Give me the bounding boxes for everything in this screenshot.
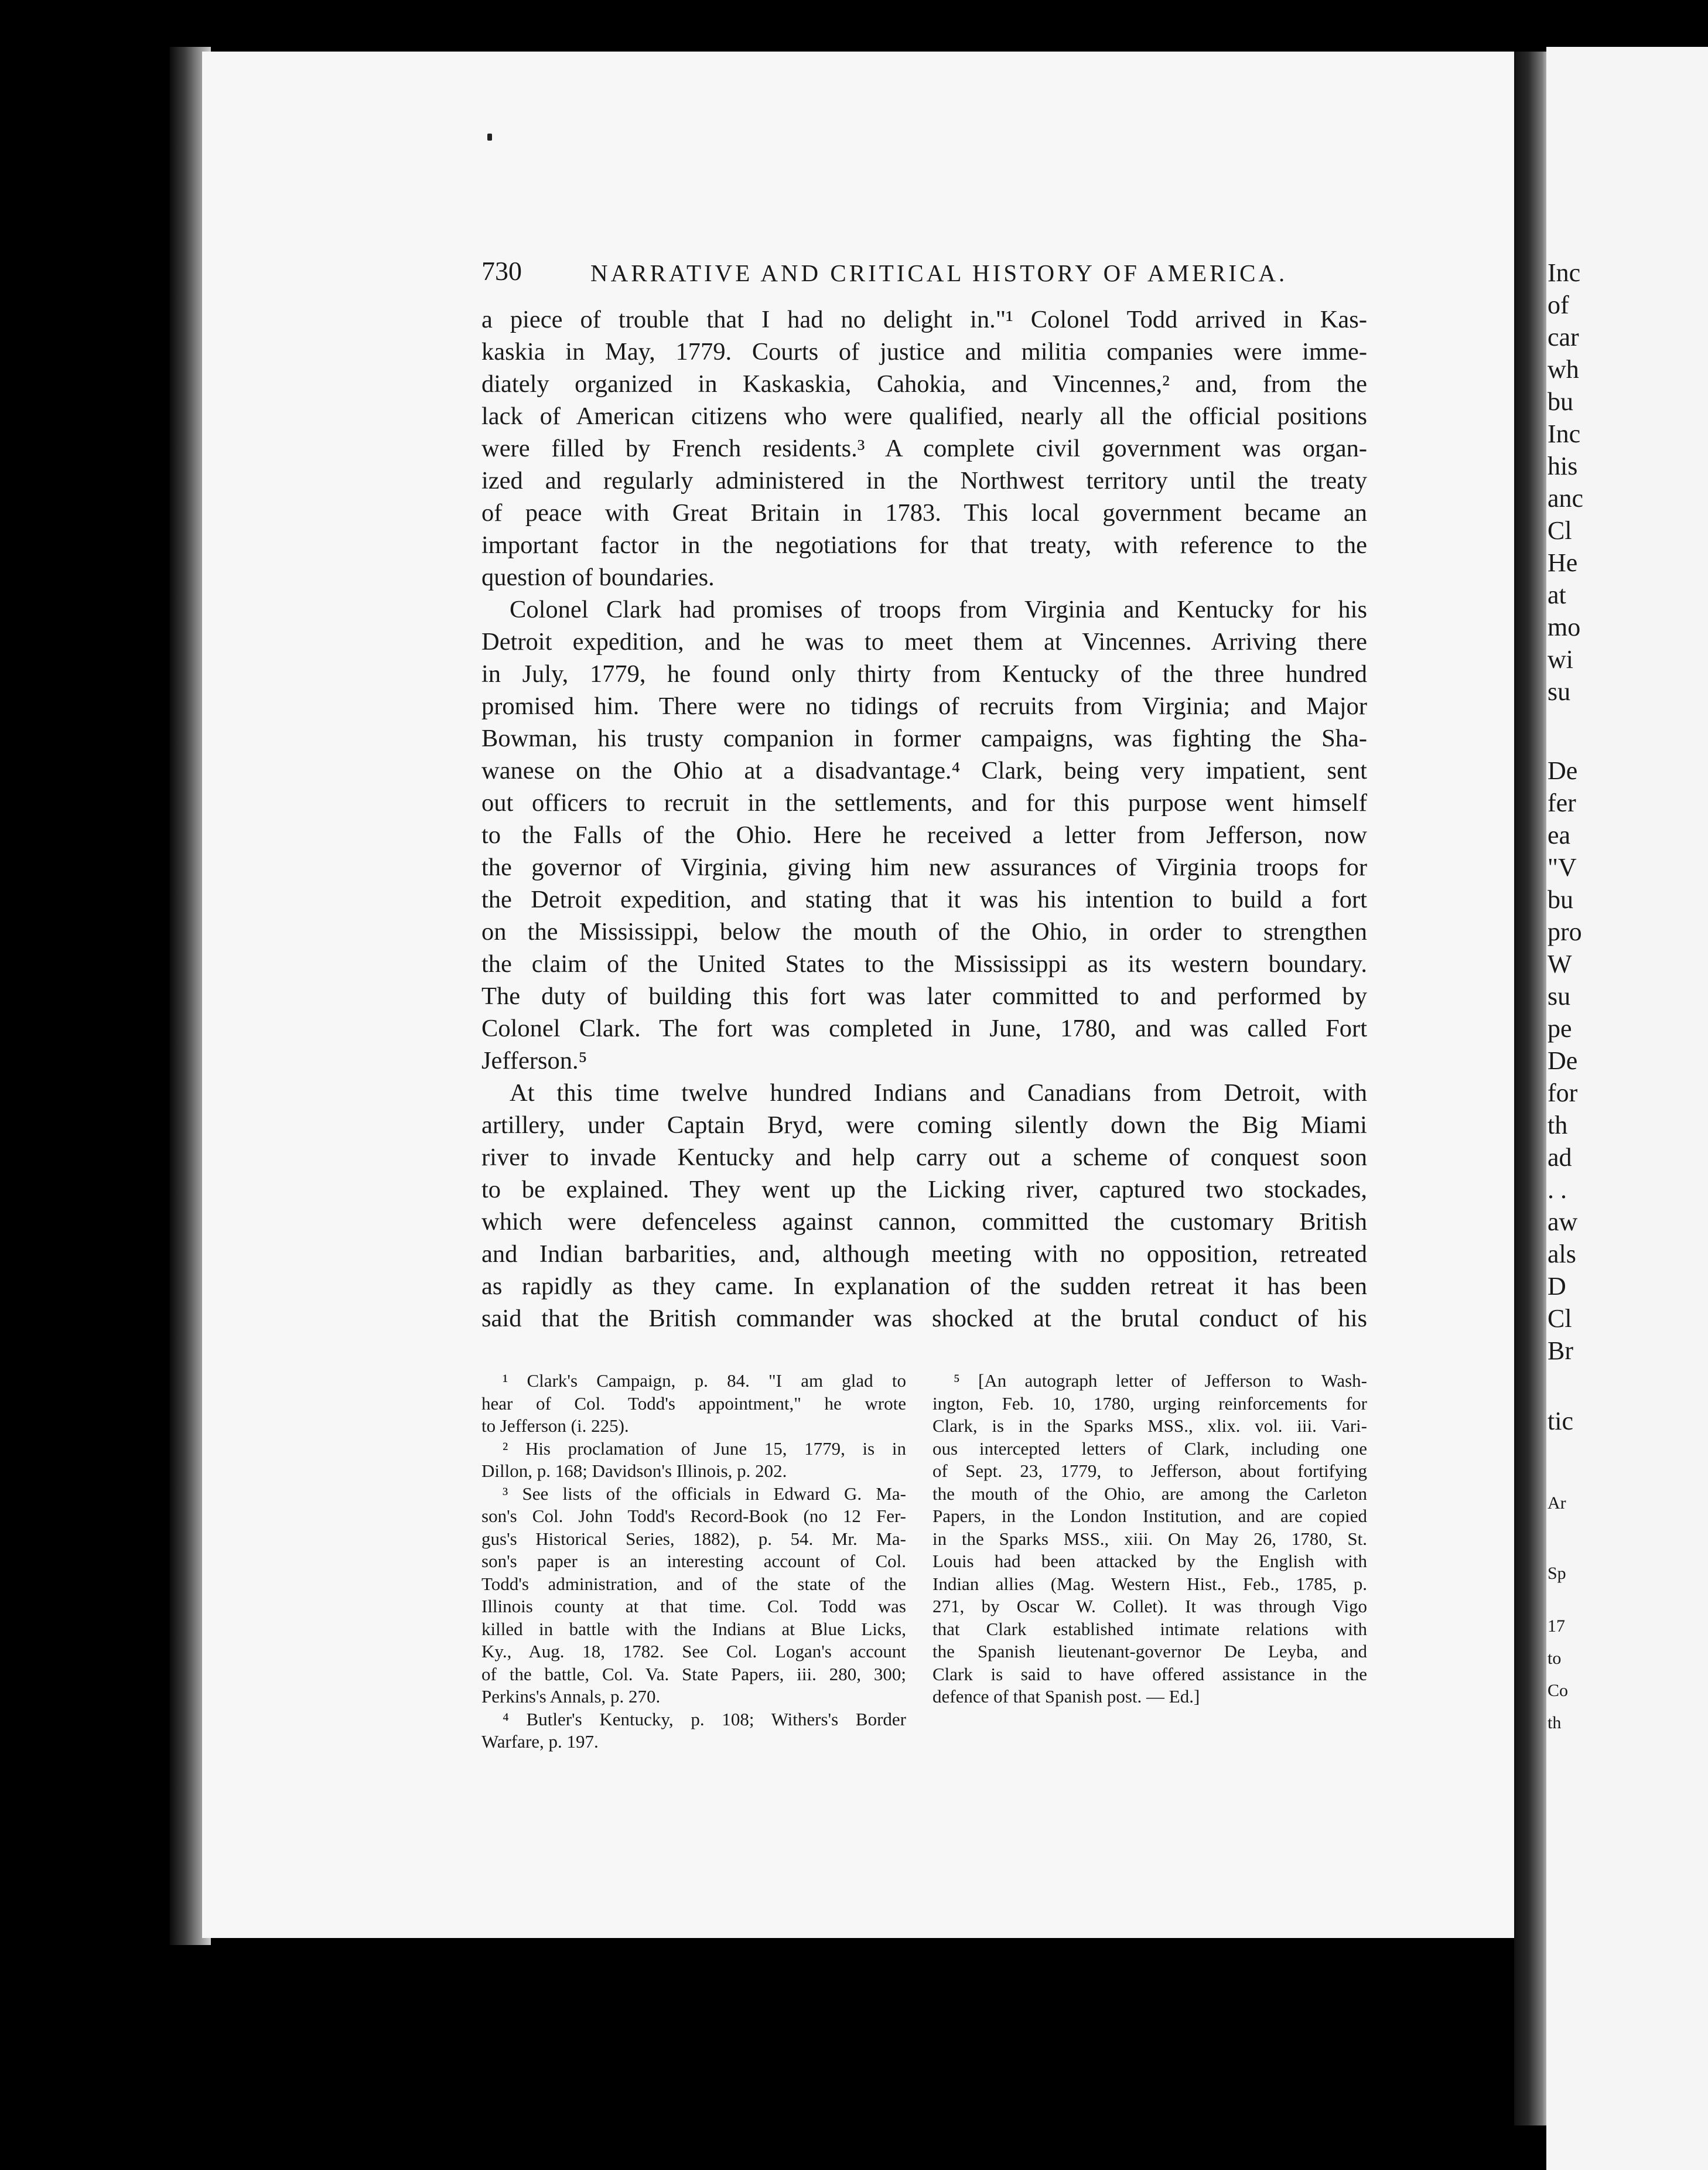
text-line: Jefferson.⁵: [481, 1047, 587, 1074]
footnote-line: 271, by Oscar W. Collet). It was through Vigo: [932, 1596, 1367, 1616]
facing-page-fragment: He: [1548, 548, 1578, 577]
footnote-line: Clark is said to have offered assistance in the: [932, 1663, 1367, 1684]
facing-page-fragment: . .: [1548, 1175, 1567, 1204]
text-line: diately organized in Kaskaskia, Cahokia, and Vincennes,² and, from the: [481, 370, 1367, 398]
text-line: as rapidly as they came. In explanation of the sudden retreat it has been: [481, 1272, 1367, 1300]
facing-page-fragment: at: [1548, 581, 1566, 609]
facing-page-fragment: th: [1548, 1713, 1562, 1732]
facing-page-fragment: mo: [1548, 613, 1581, 642]
facing-page-fragment: D: [1548, 1272, 1566, 1301]
text-line: and Indian barbarities, and, although meeting with no opposition, retreated: [481, 1240, 1367, 1268]
footnotes-right-column: [932, 1370, 1367, 1708]
footnote-line: Illinois county at that time. Col. Todd was: [481, 1596, 906, 1616]
text-line: the claim of the United States to the Mississippi as its western boundary.: [481, 950, 1367, 978]
footnote-line: ⁴ Butler's Kentucky, p. 108; Withers's Border: [503, 1708, 906, 1729]
footnote-line: of Sept. 23, 1779, to Jefferson, about fortifying: [932, 1461, 1367, 1481]
body-text: [481, 303, 1367, 1335]
footnotes-left-column: [481, 1370, 906, 1753]
facing-page-fragment: su: [1548, 982, 1571, 1011]
text-line: out officers to recruit in the settlements, and for this purpose went himself: [481, 789, 1367, 817]
facing-page-fragment: to: [1548, 1649, 1562, 1668]
text-line: ized and regularly administered in the Northwest territory until the treaty: [481, 467, 1367, 494]
footnote-line: in the Sparks MSS., xiii. On May 26, 1780, St.: [932, 1528, 1367, 1549]
text-line: The duty of building this fort was later committed to and performed by: [481, 982, 1367, 1010]
footnote-line: hear of Col. Todd's appointment," he wrote: [481, 1393, 906, 1414]
footnote-line: Indian allies (Mag. Western Hist., Feb., 1785, p.: [932, 1573, 1367, 1594]
text-line: a piece of trouble that I had no delight in."¹ Colonel Todd arrived in Kas-: [481, 306, 1367, 333]
facing-page-fragment: als: [1548, 1240, 1576, 1268]
text-line: kaskia in May, 1779. Courts of justice and militia companies were imme-: [481, 338, 1367, 366]
text-line: question of boundaries.: [481, 564, 715, 591]
facing-page-fragment: tic: [1548, 1407, 1573, 1435]
footnote-line: Louis had been attacked by the English with: [932, 1551, 1367, 1571]
facing-page-fragment: anc: [1548, 484, 1584, 513]
footnote-line: gus's Historical Series, 1882), p. 54. Mr. Ma-: [481, 1528, 906, 1549]
footnote-line: ⁵ [An autograph letter of Jefferson to Wash-: [954, 1370, 1367, 1391]
footnote-line: the mouth of the Ohio, are among the Carleton: [932, 1483, 1367, 1504]
facing-page-fragment: "V: [1548, 853, 1577, 882]
text-line: Bowman, his trusty companion in former campaigns, was fighting the Sha-: [481, 725, 1367, 752]
facing-page-fragment: aw: [1548, 1207, 1578, 1236]
text-line: which were defenceless against cannon, committed the customary British: [481, 1208, 1367, 1236]
footnote-line: son's paper is an interesting account of Col.: [481, 1551, 906, 1571]
facing-page-fragment: Inc: [1548, 419, 1581, 448]
footnote-line: to Jefferson (i. 225).: [481, 1415, 629, 1436]
text-line: important factor in the negotiations for that treaty, with reference to the: [481, 531, 1367, 559]
text-line: to the Falls of the Ohio. Here he received a letter from Jefferson, now: [481, 821, 1367, 849]
facing-page-fragment: th: [1548, 1111, 1568, 1139]
text-line: lack of American citizens who were qualified, nearly all the official positions: [481, 402, 1367, 430]
facing-page-fragment: su: [1548, 677, 1571, 706]
footnote-line: Dillon, p. 168; Davidson's Illinois, p. 202.: [481, 1461, 787, 1481]
facing-page-fragment: fer: [1548, 789, 1576, 817]
text-line: in July, 1779, he found only thirty from Kentucky of the three hundred: [481, 660, 1367, 688]
footnote-line: of the battle, Col. Va. State Papers, iii. 280, 300;: [481, 1663, 906, 1684]
text-line: promised him. There were no tidings of recruits from Virginia; and Major: [481, 692, 1367, 720]
facing-page-fragment: ad: [1548, 1143, 1572, 1172]
text-line: said that the British commander was shocked at the brutal conduct of his: [481, 1305, 1367, 1332]
footnote-line: Perkins's Annals, p. 270.: [481, 1686, 661, 1707]
facing-page-fragment: Cl: [1548, 516, 1572, 545]
footnote-line: ¹ Clark's Campaign, p. 84. "I am glad to: [503, 1370, 906, 1391]
text-line: river to invade Kentucky and help carry out a scheme of conquest soon: [481, 1144, 1367, 1171]
footnote-line: son's Col. John Todd's Record-Book (no 12 Fer-: [481, 1506, 906, 1526]
facing-page-fragment: wi: [1548, 645, 1573, 674]
page-number: 730: [481, 256, 522, 286]
facing-page-fragment: Inc: [1548, 258, 1581, 287]
facing-page: [1546, 47, 1708, 2170]
facing-page-fragment: car: [1548, 323, 1579, 352]
text-line: Colonel Clark had promises of troops from Virginia and Kentucky for his: [510, 596, 1367, 623]
facing-page-fragment: wh: [1548, 355, 1579, 384]
facing-page-fragment: pe: [1548, 1014, 1572, 1043]
facing-page-fragment: Sp: [1548, 1564, 1566, 1583]
text-line: were filled by French residents.³ A complete civil government was organ-: [481, 435, 1367, 462]
facing-page-fragment: Co: [1548, 1681, 1569, 1700]
facing-page-fragment: for: [1548, 1079, 1578, 1107]
footnote-line: Warfare, p. 197.: [481, 1731, 599, 1752]
text-line: At this time twelve hundred Indians and Canadians from Detroit, with: [510, 1079, 1367, 1107]
facing-page-fragment: Cl: [1548, 1304, 1572, 1333]
text-line: Detroit expedition, and he was to meet them at Vincennes. Arriving there: [481, 628, 1367, 656]
footnote-line: ³ See lists of the officials in Edward G. Ma-: [503, 1483, 906, 1504]
facing-page-fragment: bu: [1548, 885, 1573, 914]
footnote-line: ous intercepted letters of Clark, including one: [932, 1438, 1367, 1459]
footnote-line: killed in battle with the Indians at Blue Licks,: [481, 1618, 906, 1639]
text-line: the Detroit expedition, and stating that it was his intention to build a fort: [481, 886, 1367, 913]
ink-speck: [487, 134, 492, 141]
text-line: artillery, under Captain Bryd, were coming silently down the Big Miami: [481, 1111, 1367, 1139]
facing-page-fragment: De: [1548, 1046, 1578, 1075]
footnote-line: the Spanish lieutenant-governor De Leyba, and: [932, 1641, 1367, 1661]
footnote-line: ² His proclamation of June 15, 1779, is in: [503, 1438, 906, 1459]
facing-page-fragment: pro: [1548, 917, 1582, 946]
facing-page-fragment: W: [1548, 950, 1572, 978]
facing-page-fragment: bu: [1548, 387, 1573, 416]
facing-page-fragment: of: [1548, 291, 1569, 319]
running-title: NARRATIVE AND CRITICAL HISTORY OF AMERICA.: [590, 260, 1288, 286]
footnote-line: Ky., Aug. 18, 1782. See Col. Logan's account: [481, 1641, 906, 1661]
text-line: Colonel Clark. The fort was completed in June, 1780, and was called Fort: [481, 1015, 1367, 1042]
text-line: the governor of Virginia, giving him new assurances of Virginia troops for: [481, 854, 1367, 881]
text-line: of peace with Great Britain in 1783. This local government became an: [481, 499, 1367, 527]
text-line: to be explained. They went up the Licking river, captured two stockades,: [481, 1176, 1367, 1203]
footnote-line: Clark, is in the Sparks MSS., xlix. vol. iii. Vari-: [932, 1415, 1367, 1436]
footnote-line: Papers, in the London Institution, and are copied: [932, 1506, 1367, 1526]
text-line: on the Mississippi, below the mouth of the Ohio, in order to strengthen: [481, 918, 1367, 946]
facing-page-fragment: Ar: [1548, 1493, 1566, 1513]
page-header: [481, 252, 1313, 293]
footnote-line: that Clark established intimate relations with: [932, 1618, 1367, 1639]
footnote-line: defence of that Spanish post. — Ed.]: [932, 1686, 1200, 1707]
facing-page-fragment: 17: [1548, 1616, 1565, 1636]
book-gutter: [1514, 52, 1549, 2125]
facing-page-fragment: ea: [1548, 821, 1571, 849]
text-line: wanese on the Ohio at a disadvantage.⁴ Clark, being very impatient, sent: [481, 757, 1367, 784]
facing-page-fragment: his: [1548, 452, 1578, 480]
footnote-line: Todd's administration, and of the state of the: [481, 1573, 906, 1594]
footnote-line: ington, Feb. 10, 1780, urging reinforcements for: [932, 1393, 1367, 1414]
facing-page-fragment: De: [1548, 756, 1578, 785]
facing-page-fragment: Br: [1548, 1336, 1573, 1365]
